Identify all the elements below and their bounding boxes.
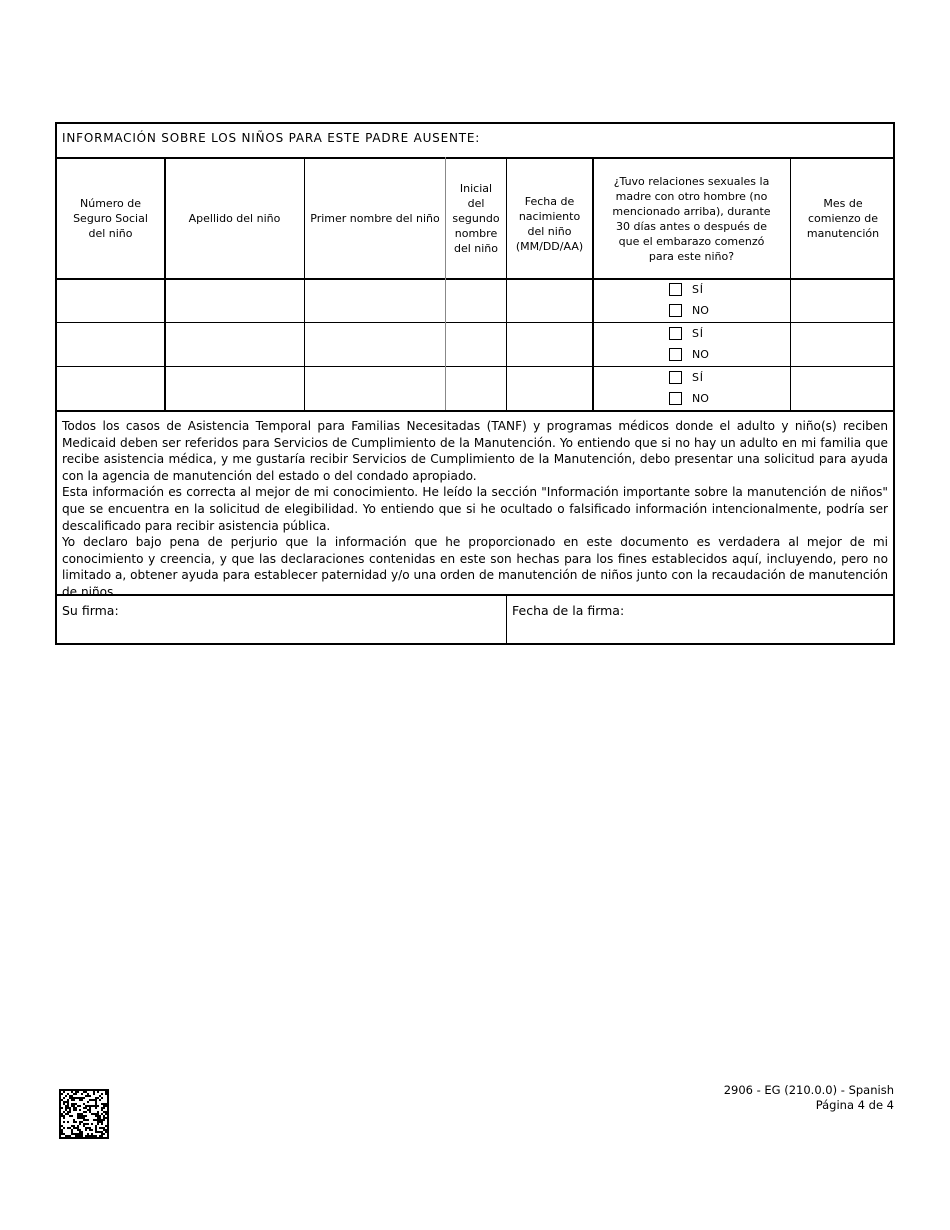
signature-label: Su firma:: [62, 603, 119, 618]
footer: [724, 1083, 894, 1113]
signature-date-label: Fecha de la firma:: [512, 603, 625, 618]
header-middle-initial: Inicial del segundo nombre del niño: [452, 182, 500, 255]
divider: [57, 410, 893, 412]
header-ssn: Número de Seguro Social del niño: [73, 197, 148, 240]
child-info-form: [55, 122, 895, 645]
declaration-paragraph: Todos los casos de Asistencia Temporal para Familias Necesitadas (TANF) y programas médicos donde el adulto y niño(s) reciben Medicaid deben ser referidos para Servicios de Cumplimiento de la Manutención. Yo entiendo que si no hay un adulto en mi familia que recibe asistencia médica, y me gustaría recibir Servicios de Cumplimiento de la Manutención, debo presentar una solicitud para ayuda con la agencia de manutención del estado o del condado apropiado.: [62, 419, 888, 483]
yes-checkbox[interactable]: [669, 371, 682, 384]
no-label: NO: [692, 347, 709, 361]
yes-label: SÍ: [692, 370, 704, 384]
header-support-month: Mes de comienzo de manutención: [806, 197, 880, 240]
no-checkbox[interactable]: [669, 304, 682, 317]
header-dob: Fecha de nacimiento del niño (MM/DD/AA): [515, 194, 584, 253]
no-checkbox[interactable]: [669, 348, 682, 361]
declaration-text: [62, 418, 888, 601]
relations-choice: [669, 323, 729, 364]
form-id: 2906 - EG (210.0.0) - Spanish: [723, 1083, 894, 1097]
yes-checkbox[interactable]: [669, 283, 682, 296]
divider: [57, 322, 893, 323]
divider: [57, 278, 893, 280]
yes-label: SÍ: [692, 326, 704, 340]
page-number: Página 4 de 4: [815, 1098, 894, 1112]
section-title: INFORMACIÓN SOBRE LOS NIÑOS PARA ESTE PADRE AUSENTE:: [62, 131, 481, 145]
signature-divider: [506, 594, 507, 645]
header-relations: ¿Tuvo relaciones sexuales la madre con otro hombre (no mencionado arriba), durante 30 días antes o después de que el embarazo comenzó para este niño?: [612, 174, 771, 263]
declaration-paragraph: Esta información es correcta al mejor de mi conocimiento. He leído la sección "Información importante sobre la manutención de niños" que se encuentra en la solicitud de elegibilidad. Yo entiendo que si he ocultado o falsificado información intencionalmente, podría ser descalificado para recibir asistencia pública.: [62, 485, 888, 533]
no-checkbox[interactable]: [669, 392, 682, 405]
relations-choice: [669, 279, 729, 320]
no-label: NO: [692, 391, 709, 405]
no-label: NO: [692, 303, 709, 317]
divider: [57, 366, 893, 367]
yes-checkbox[interactable]: [669, 327, 682, 340]
barcode-icon: [59, 1089, 109, 1139]
header-last-name: Apellido del niño: [188, 212, 281, 225]
header-first-name: Primer nombre del niño: [310, 212, 440, 225]
yes-label: SÍ: [692, 282, 704, 296]
declaration-paragraph: Yo declaro bajo pena de perjurio que la información que he proporcionado en este documento es verdadera al mejor de mi conocimiento y creencia, y que las declaraciones contenidas en este son hechas para los fines establecidos aquí, incluyendo, pero no limitado a, obtener ayuda para establecer paternidad y/o una orden de manutención de niños junto con la recaudación de manutención de niños.: [62, 535, 888, 599]
relations-choice: [669, 367, 729, 408]
